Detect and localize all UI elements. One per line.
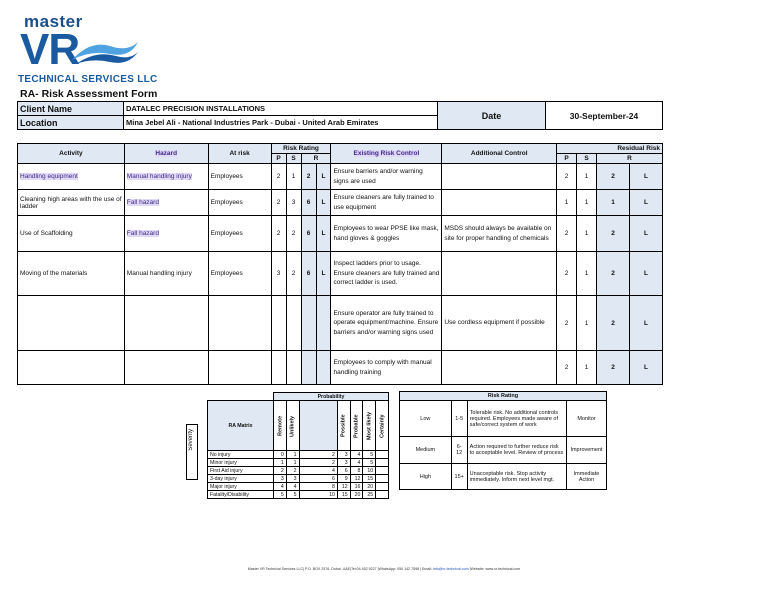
- residual-s-cell: 1: [577, 351, 597, 385]
- matrix-cell: 20: [350, 491, 363, 499]
- matrix-cell-empty: [376, 491, 389, 499]
- matrix-cell-empty: [376, 451, 389, 459]
- col-hazard-label: Hazard: [155, 150, 178, 157]
- s-cell: 2: [286, 216, 301, 252]
- matrix-col-most-likely: Most likely: [363, 401, 376, 451]
- hazard-cell: [124, 190, 208, 216]
- matrix-row: [208, 459, 389, 467]
- risk-description: Tolerable risk. No additional controls required. Employees made aware of safe/correct system of work: [467, 401, 566, 437]
- s-cell: 2: [286, 252, 301, 296]
- severity-label: Severity: [188, 429, 194, 451]
- matrix-row: [208, 475, 389, 483]
- p-cell: 2: [271, 216, 286, 252]
- risk-rating-title: Risk Rating: [400, 392, 607, 401]
- s-cell: [286, 296, 301, 351]
- activity-cell: [18, 164, 125, 190]
- col-hazard: [124, 144, 208, 164]
- residual-level-cell: L: [629, 351, 662, 385]
- residual-p-cell: 2: [557, 296, 577, 351]
- matrix-cell: 5: [286, 491, 299, 499]
- residual-s-cell: 1: [577, 216, 597, 252]
- level-cell: L: [316, 216, 331, 252]
- residual-p-cell: 1: [557, 190, 577, 216]
- matrix-row-label: Minor injury: [208, 459, 274, 467]
- matrix-cell: 15: [337, 491, 350, 499]
- activity-cell: Cleaning high areas with the use of ladder: [18, 190, 125, 216]
- r-cell: [301, 351, 316, 385]
- risk-action: Immediate Action: [567, 464, 607, 490]
- p-cell: 2: [271, 164, 286, 190]
- existing-control-cell: Ensure barriers and/or warning signs are used: [331, 164, 442, 190]
- client-name-label: Client Name: [18, 102, 124, 116]
- table-row: [18, 164, 663, 190]
- matrix-cell: 3: [286, 475, 299, 483]
- residual-level-cell: L: [629, 216, 662, 252]
- matrix-row: [208, 491, 389, 499]
- matrix-cell: 20: [363, 483, 376, 491]
- matrix-probability-header: Probability: [274, 393, 389, 401]
- at-risk-cell: [208, 351, 271, 385]
- additional-control-cell: MSDS should always be available on site for proper handling of chemicals: [442, 216, 557, 252]
- residual-s-cell: 1: [577, 296, 597, 351]
- matrix-cell-empty: [376, 467, 389, 475]
- col-additional-control: Additional Control: [442, 144, 557, 164]
- matrix-cell: 12: [337, 483, 350, 491]
- p-cell: 2: [271, 190, 286, 216]
- at-risk-cell: Employees: [208, 164, 271, 190]
- risk-range: 1-5: [451, 401, 467, 437]
- col-residual-r: R: [597, 154, 663, 164]
- logo-text-top: master: [24, 12, 83, 31]
- residual-s-cell: 1: [577, 252, 597, 296]
- hazard-cell: [124, 351, 208, 385]
- s-cell: 3: [286, 190, 301, 216]
- col-s: S: [286, 154, 301, 164]
- matrix-cell: 4: [350, 451, 363, 459]
- matrix-row: [208, 451, 389, 459]
- company-logo: [18, 12, 158, 88]
- table-row: [18, 351, 663, 385]
- logo-wave-icon: [70, 38, 140, 68]
- residual-r-cell: 2: [597, 164, 630, 190]
- hazard-cell: [124, 296, 208, 351]
- matrix-cell: 8: [299, 483, 337, 491]
- col-existing-label: Existing Risk Control: [353, 150, 420, 157]
- level-cell: [316, 351, 331, 385]
- at-risk-cell: [208, 296, 271, 351]
- matrix-cell: 10: [299, 491, 337, 499]
- level-cell: L: [316, 164, 331, 190]
- matrix-row-label: First Aid injury: [208, 467, 274, 475]
- col-p: P: [271, 154, 286, 164]
- table-row: [18, 252, 663, 296]
- matrix-cell: 25: [363, 491, 376, 499]
- matrix-cell: 4: [350, 459, 363, 467]
- risk-description: Unacceptable risk. Stop activity immediately. Inform next level mgt.: [467, 464, 566, 490]
- at-risk-cell: Employees: [208, 216, 271, 252]
- existing-control-cell: Inspect ladders prior to usage. Ensure cleaners are fully trained and correct ladder is used.: [331, 252, 442, 296]
- additional-control-cell: [442, 351, 557, 385]
- col-residual-s: S: [577, 154, 597, 164]
- risk-description: Action required to further reduce risk to acceptable level. Review of process: [467, 437, 566, 464]
- matrix-cell: 4: [299, 467, 337, 475]
- date-label: Date: [438, 102, 546, 130]
- matrix-col-possible: Possible: [337, 401, 350, 451]
- matrix-col-certainly: Certainly: [376, 401, 389, 451]
- severity-label-box: [186, 424, 198, 480]
- table-row: [18, 216, 663, 252]
- risk-action: Monitor: [567, 401, 607, 437]
- col-existing-control: [331, 144, 442, 164]
- col-activity: Activity: [18, 144, 125, 164]
- matrix-cell: 8: [350, 467, 363, 475]
- matrix-cell: 2: [299, 459, 337, 467]
- col-residual-risk: Residual Risk: [557, 144, 663, 154]
- s-cell: 1: [286, 164, 301, 190]
- hazard-text: Fall hazard: [126, 230, 159, 237]
- matrix-cell-empty: [376, 459, 389, 467]
- residual-p-cell: 2: [557, 164, 577, 190]
- r-cell: 6: [301, 216, 316, 252]
- matrix-cell: 3: [337, 451, 350, 459]
- matrix-blank: [208, 393, 274, 401]
- risk-rating-row: [400, 437, 607, 464]
- additional-control-cell: Use cordless equipment if possible: [442, 296, 557, 351]
- location-label: Location: [18, 116, 124, 130]
- r-cell: 6: [301, 190, 316, 216]
- residual-s-cell: 1: [577, 164, 597, 190]
- residual-r-cell: 2: [597, 296, 630, 351]
- matrix-cell: 1: [274, 459, 287, 467]
- client-name-value: DATALEC PRECISION INSTALLATIONS: [124, 102, 438, 116]
- at-risk-cell: Employees: [208, 252, 271, 296]
- additional-control-cell: [442, 164, 557, 190]
- level-cell: [316, 296, 331, 351]
- hazard-cell: Manual handling injury: [124, 252, 208, 296]
- p-cell: [271, 296, 286, 351]
- r-cell: [301, 296, 316, 351]
- matrix-row-label: 3-day injury: [208, 475, 274, 483]
- col-r: R: [301, 154, 331, 164]
- matrix-cell-empty: [376, 475, 389, 483]
- risk-action: Improvement: [567, 437, 607, 464]
- residual-level-cell: L: [629, 252, 662, 296]
- risk-rating-row: [400, 401, 607, 437]
- col-residual-p: P: [557, 154, 577, 164]
- matrix-row-label: No injury: [208, 451, 274, 459]
- existing-control-cell: Ensure cleaners are fully trained to use equipment: [331, 190, 442, 216]
- ra-matrix-table: [207, 392, 389, 499]
- risk-rating-row: [400, 464, 607, 490]
- risk-level: Low: [400, 401, 452, 437]
- location-value: Mina Jebel Ali - National Industries Park - Dubai - United Arab Emirates: [124, 116, 438, 130]
- residual-p-cell: 2: [557, 351, 577, 385]
- at-risk-cell: Employees: [208, 190, 271, 216]
- matrix-cell: 4: [274, 483, 287, 491]
- matrix-row-label: Fatality/Disability: [208, 491, 274, 499]
- matrix-cell: 2: [286, 467, 299, 475]
- matrix-col-remote: Remote: [274, 401, 287, 451]
- level-cell: L: [316, 190, 331, 216]
- matrix-row-label: Major injury: [208, 483, 274, 491]
- form-title: RA- Risk Assessment Form: [20, 88, 158, 100]
- footer-website: |Website: www.vr-technical.com: [469, 567, 521, 571]
- residual-r-cell: 2: [597, 351, 630, 385]
- matrix-cell: 3: [274, 475, 287, 483]
- matrix-cell: 2: [299, 451, 337, 459]
- activity-cell: [18, 296, 125, 351]
- level-cell: L: [316, 252, 331, 296]
- matrix-cell: 12: [350, 475, 363, 483]
- activity-cell: Moving of the materials: [18, 252, 125, 296]
- hazard-cell: [124, 164, 208, 190]
- activity-cell: Use of Scaffolding: [18, 216, 125, 252]
- residual-level-cell: L: [629, 190, 662, 216]
- risk-assessment-table: [17, 143, 663, 385]
- matrix-cell: 5: [363, 459, 376, 467]
- matrix-row: [208, 467, 389, 475]
- col-risk-rating: Risk Rating: [271, 144, 331, 154]
- s-cell: [286, 351, 301, 385]
- residual-r-cell: 2: [597, 216, 630, 252]
- matrix-cell: 4: [286, 483, 299, 491]
- residual-s-cell: 1: [577, 190, 597, 216]
- risk-range: 6-12: [451, 437, 467, 464]
- residual-level-cell: L: [629, 164, 662, 190]
- matrix-cell: 9: [337, 475, 350, 483]
- hazard-text: Manual handling injury: [126, 173, 192, 180]
- col-at-risk: At risk: [208, 144, 271, 164]
- activity-cell: [18, 351, 125, 385]
- matrix-gap: [299, 401, 337, 451]
- footer-email-link[interactable]: info@vr-technical.com: [432, 567, 469, 571]
- additional-control-cell: [442, 190, 557, 216]
- matrix-cell: 16: [350, 483, 363, 491]
- table-row: [18, 296, 663, 351]
- risk-range: 15+: [451, 464, 467, 490]
- hazard-cell: [124, 216, 208, 252]
- residual-level-cell: L: [629, 296, 662, 351]
- matrix-cell: 5: [363, 451, 376, 459]
- matrix-col-unlikely: Unlikely: [286, 401, 299, 451]
- matrix-cell: 6: [299, 475, 337, 483]
- matrix-cell: 5: [274, 491, 287, 499]
- residual-p-cell: 2: [557, 216, 577, 252]
- matrix-col-probable: Probable: [350, 401, 363, 451]
- logo-text-sub: TECHNICAL SERVICES LLC: [18, 74, 158, 85]
- risk-level: High: [400, 464, 452, 490]
- matrix-title: RA Matrix: [208, 401, 274, 451]
- matrix-row: [208, 483, 389, 491]
- existing-control-cell: Employees to comply with manual handling training: [331, 351, 442, 385]
- date-value: 30-September-24: [546, 102, 663, 130]
- residual-p-cell: 2: [557, 252, 577, 296]
- residual-r-cell: 1: [597, 190, 630, 216]
- p-cell: 3: [271, 252, 286, 296]
- r-cell: 2: [301, 164, 316, 190]
- matrix-cell: 6: [337, 467, 350, 475]
- risk-level: Medium: [400, 437, 452, 464]
- activity-text: Handling equipment: [20, 173, 78, 180]
- matrix-cell: 1: [286, 459, 299, 467]
- footer-text: Master VR Technical Services LLC| P.O. BOX 2576, Dubai, UAE|Tel:04 452 9227 |WhatsApp: 050 142 7598 | Email:: [247, 567, 432, 571]
- matrix-cell: 3: [337, 459, 350, 467]
- matrix-cell-empty: [376, 483, 389, 491]
- matrix-cell: 0: [274, 451, 287, 459]
- hazard-text: Fall hazard: [126, 199, 159, 206]
- p-cell: [271, 351, 286, 385]
- matrix-cell: 10: [363, 467, 376, 475]
- existing-control-cell: Employees to wear PPSE like mask, hand gloves & goggles: [331, 216, 442, 252]
- risk-rating-legend-table: [399, 391, 607, 490]
- matrix-cell: 2: [274, 467, 287, 475]
- header-table: [17, 101, 663, 130]
- additional-control-cell: [442, 252, 557, 296]
- footer: [0, 567, 768, 571]
- matrix-cell: 15: [363, 475, 376, 483]
- matrix-cell: 1: [286, 451, 299, 459]
- r-cell: 6: [301, 252, 316, 296]
- residual-r-cell: 2: [597, 252, 630, 296]
- existing-control-cell: Ensure operator are fully trained to operate equipment/machine. Ensure barriers and/or warning signs used: [331, 296, 442, 351]
- table-row: [18, 190, 663, 216]
- logo-text-main: VR: [20, 25, 80, 74]
